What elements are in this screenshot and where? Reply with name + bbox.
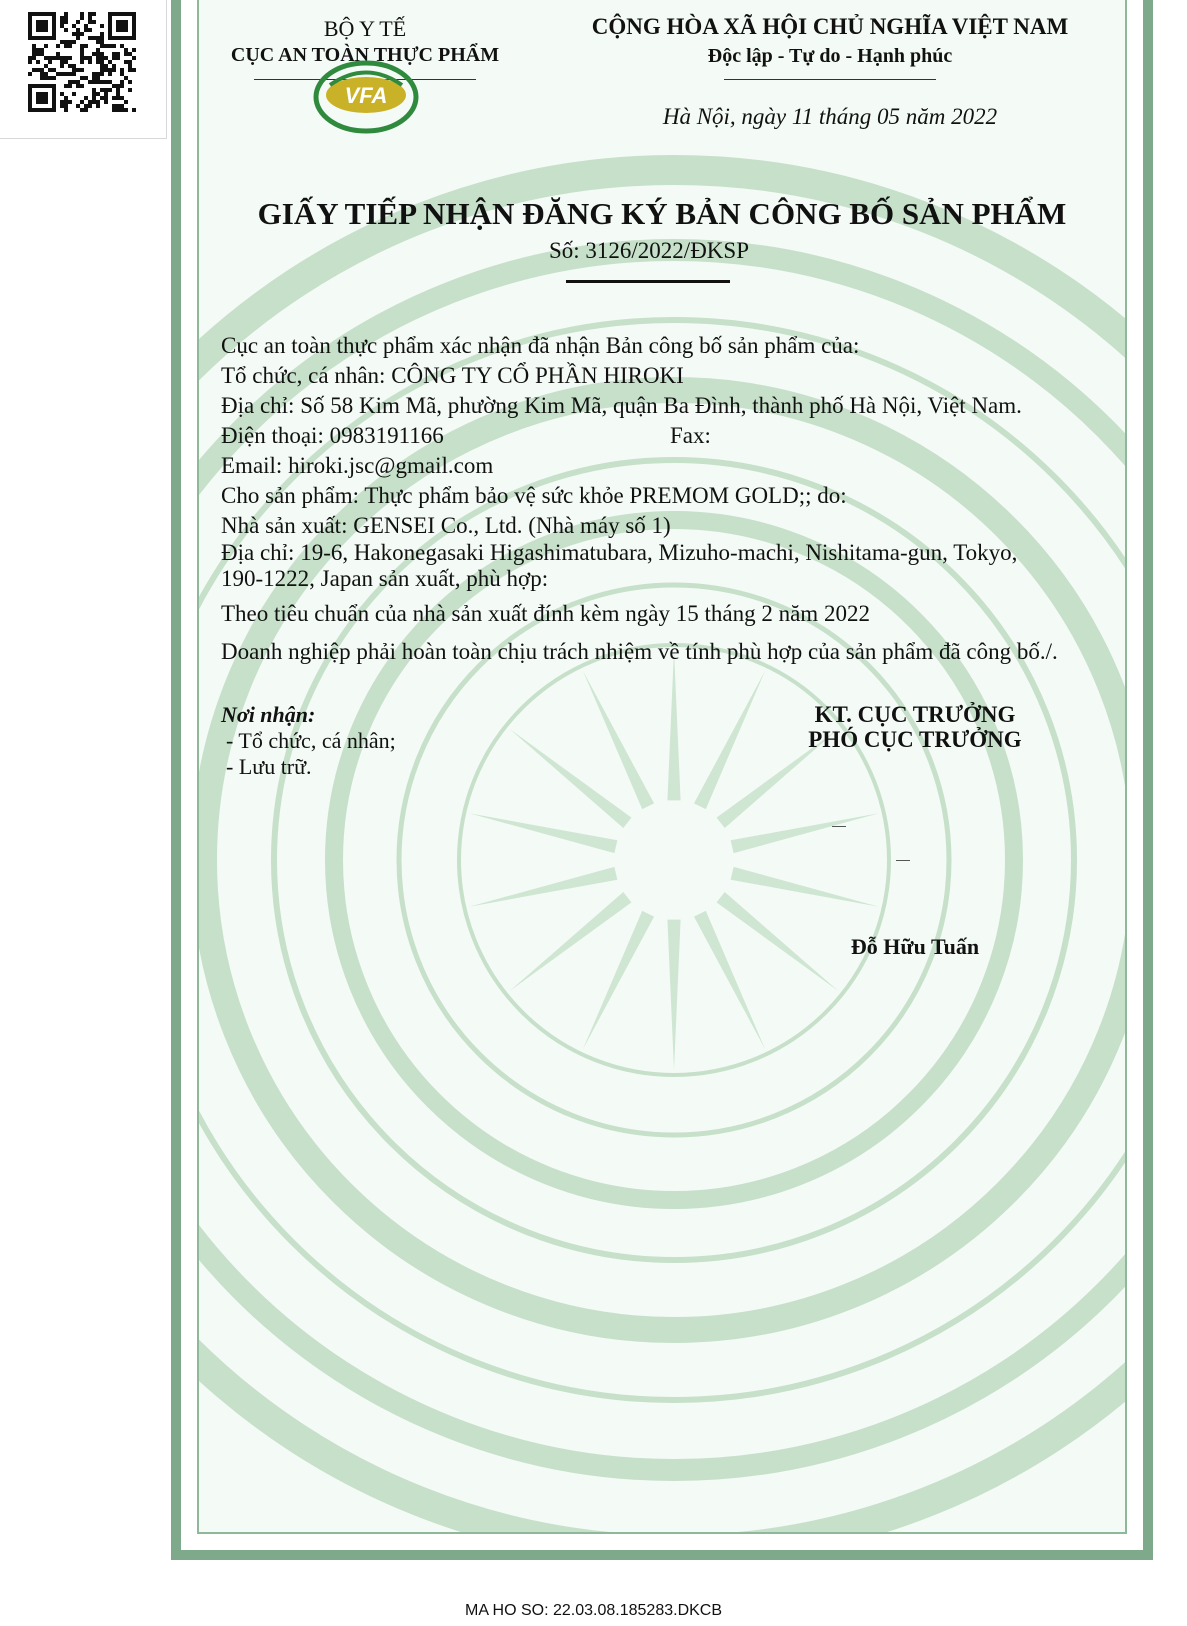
manufacturer-address-line-1: Địa chỉ: 19-6, Hakonegasaki Higashimatubara, Mizuho-machi, Nishitama-gun, Tokyo,: [221, 540, 1018, 565]
frame-margin: [181, 0, 1143, 1550]
recipient-item: - Tổ chức, cá nhân;: [226, 728, 396, 753]
standard-line: Theo tiêu chuẩn của nhà sản xuất đính kèm ngày 15 tháng 2 năm 2022: [221, 601, 870, 626]
vfa-logo-text: VFA: [344, 83, 388, 108]
email-line: Email: hiroki.jsc@gmail.com: [221, 453, 494, 478]
manufacturer-address-line-2: 190-1222, Japan sản xuất, phù hợp:: [221, 566, 549, 591]
department-name: CỤC AN TOÀN THỰC PHẨM: [230, 44, 500, 66]
qr-code-icon: [28, 12, 136, 112]
title-underline: [566, 280, 730, 283]
product-line: Cho sản phẩm: Thực phẩm bảo vệ sức khỏe PREMOM GOLD;; do:: [221, 483, 847, 508]
responsibility-line: Doanh nghiệp phải hoàn toàn chịu trách nhiệm về tính phù hợp của sản phẩm đã công bố./.: [221, 639, 1058, 664]
signature-title-2: PHÓ CỤC TRƯỞNG: [808, 727, 1022, 752]
signature-title-1: KT. CỤC TRƯỞNG: [814, 702, 1016, 727]
ministry-name: BỘ Y TẾ: [323, 16, 407, 41]
header-right-underline: [724, 79, 936, 80]
organization-address: Địa chỉ: Số 58 Kim Mã, phường Kim Mã, quận Ba Đình, thành phố Hà Nội, Việt Nam.: [221, 393, 1022, 418]
qr-code-panel: [0, 0, 167, 139]
document-number: Số: 3126/2022/ĐKSP: [548, 238, 749, 263]
signer-name: Đỗ Hữu Tuấn: [850, 934, 980, 959]
phone-line: Điện thoại: 0983191166: [221, 423, 444, 448]
country-name: CỘNG HÒA XÃ HỘI CHỦ NGHĨA VIỆT NAM: [591, 14, 1069, 39]
manufacturer-line: Nhà sản xuất: GENSEI Co., Ltd. (Nhà máy số 1): [221, 513, 671, 538]
recipients-label: Nơi nhận:: [221, 702, 316, 727]
vfa-logo-icon: [310, 55, 422, 135]
certificate-frame: [171, 0, 1153, 1560]
record-code: MA HO SO: 22.03.08.185283.DKCB: [464, 1602, 723, 1619]
organization-line: Tổ chức, cá nhân: CÔNG TY CỔ PHẦN HIROKI: [221, 363, 684, 388]
signature-mark: [832, 826, 846, 827]
document-title: GIẤY TIẾP NHẬN ĐĂNG KÝ BẢN CÔNG BỐ SẢN PHẨM: [257, 196, 1067, 231]
national-motto: Độc lập - Tự do - Hạnh phúc: [707, 45, 953, 67]
issue-date: Hà Nội, ngày 11 tháng 05 năm 2022: [662, 104, 998, 129]
fax-line: Fax:: [670, 423, 711, 448]
signature-mark: [896, 860, 910, 861]
recipient-item: - Lưu trữ.: [226, 754, 312, 779]
intro-text: Cục an toàn thực phẩm xác nhận đã nhận Bản công bố sản phẩm của:: [221, 333, 860, 358]
